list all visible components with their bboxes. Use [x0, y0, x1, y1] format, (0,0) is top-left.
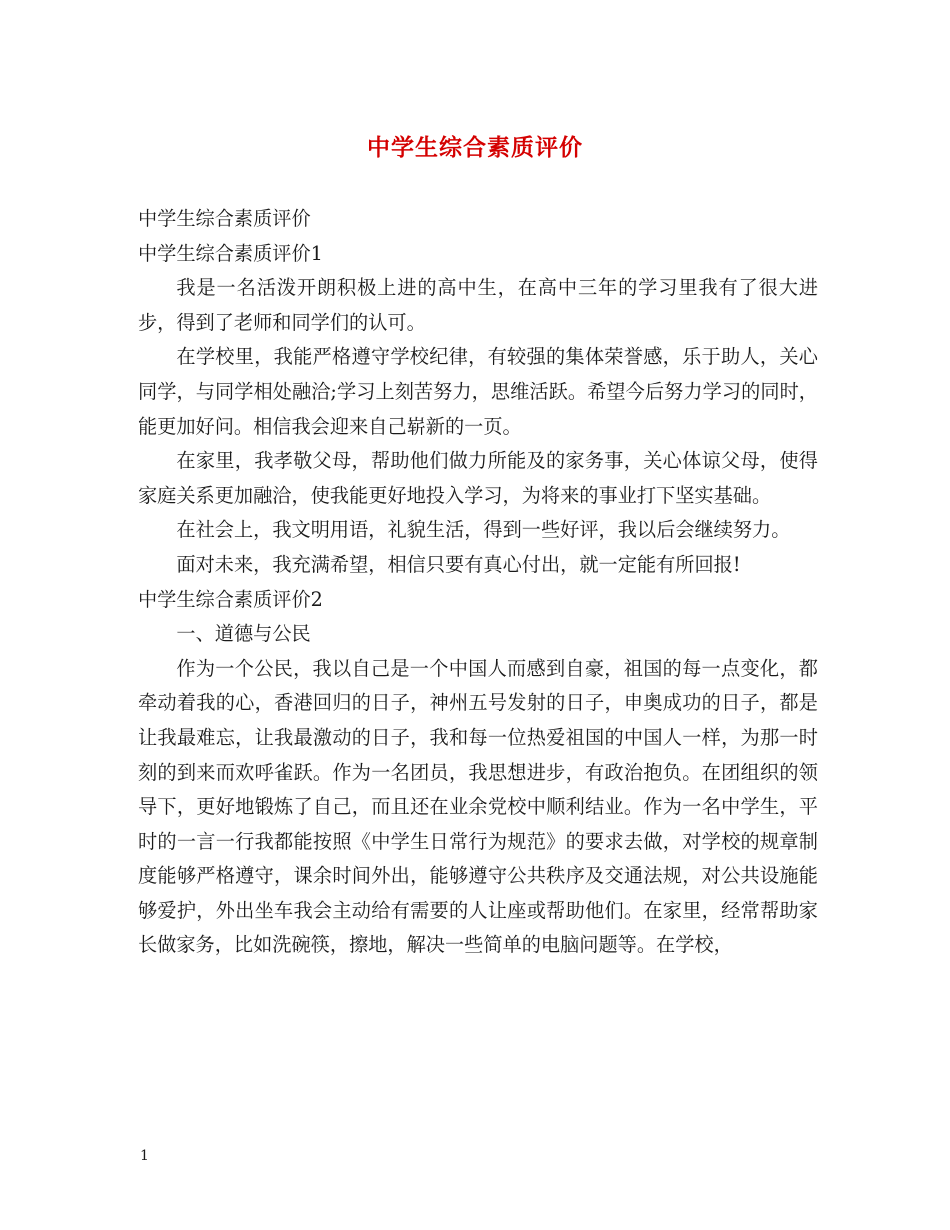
paragraph: 我是一名活泼开朗积极上进的高中生，在高中三年的学习里我有了很大进步，得到了老师和同学们的认可。: [138, 276, 818, 334]
paragraph: 在家里，我孝敬父母，帮助他们做力所能及的家务事，关心体谅父母，使得家庭关系更加融洽，使我能更好地投入学习，为将来的事业打下坚实基础。: [138, 449, 818, 507]
paragraph: 中学生综合素质评价: [138, 207, 311, 230]
paragraph: 在社会上，我文明用语，礼貌生活，得到一些好评，我以后会继续努力。: [176, 518, 791, 542]
paragraph: 在学校里，我能严格遵守学校纪律，有较强的集体荣誉感，乐于助人，关心同学，与同学相处融洽;学习上刻苦努力，思维活跃。希望今后努力学习的同时，能更加好问。相信我会迎来自己崭新的一页。: [138, 345, 818, 438]
page-number: 1: [140, 1148, 149, 1164]
paragraph: 面对未来，我充满希望，相信只要有真心付出，就一定能有所回报!: [176, 552, 741, 576]
document-title: 中学生综合素质评价: [367, 134, 583, 161]
paragraph: 作为一个公民，我以自己是一个中国人而感到自豪，祖国的每一点变化，都牵动着我的心，香港回归的日子，神州五号发射的日子，申奥成功的日子，都是让我最难忘，让我最激动的日子，我和每一位热爱祖国的中国人一样，为那一时刻的到来而欢呼雀跃。作为一名团员，我思想进步，有政治抱负。在团组织的领导下，更好地锻炼了自己，而且还在业余党校中顺利结业。作为一名中学生，平时的一言一行我都能按照《中学生日常行为规范》的要求去做，对学校的规章制度能够严格遵守，课余时间外出，能够遵守公共秩序及交通法规，对公共设施能够爱护，外出坐车我会主动给有需要的人让座或帮助他们。在家里，经常帮助家长做家务，比如洗碗筷，擦地，解决一些简单的电脑问题等。在学校，: [138, 656, 818, 957]
paragraph: 中学生综合素质评价2: [138, 587, 323, 611]
document-body: [138, 202, 818, 963]
paragraph: 一、道德与公民: [176, 622, 311, 646]
paragraph: 中学生综合素质评价1: [138, 241, 323, 265]
